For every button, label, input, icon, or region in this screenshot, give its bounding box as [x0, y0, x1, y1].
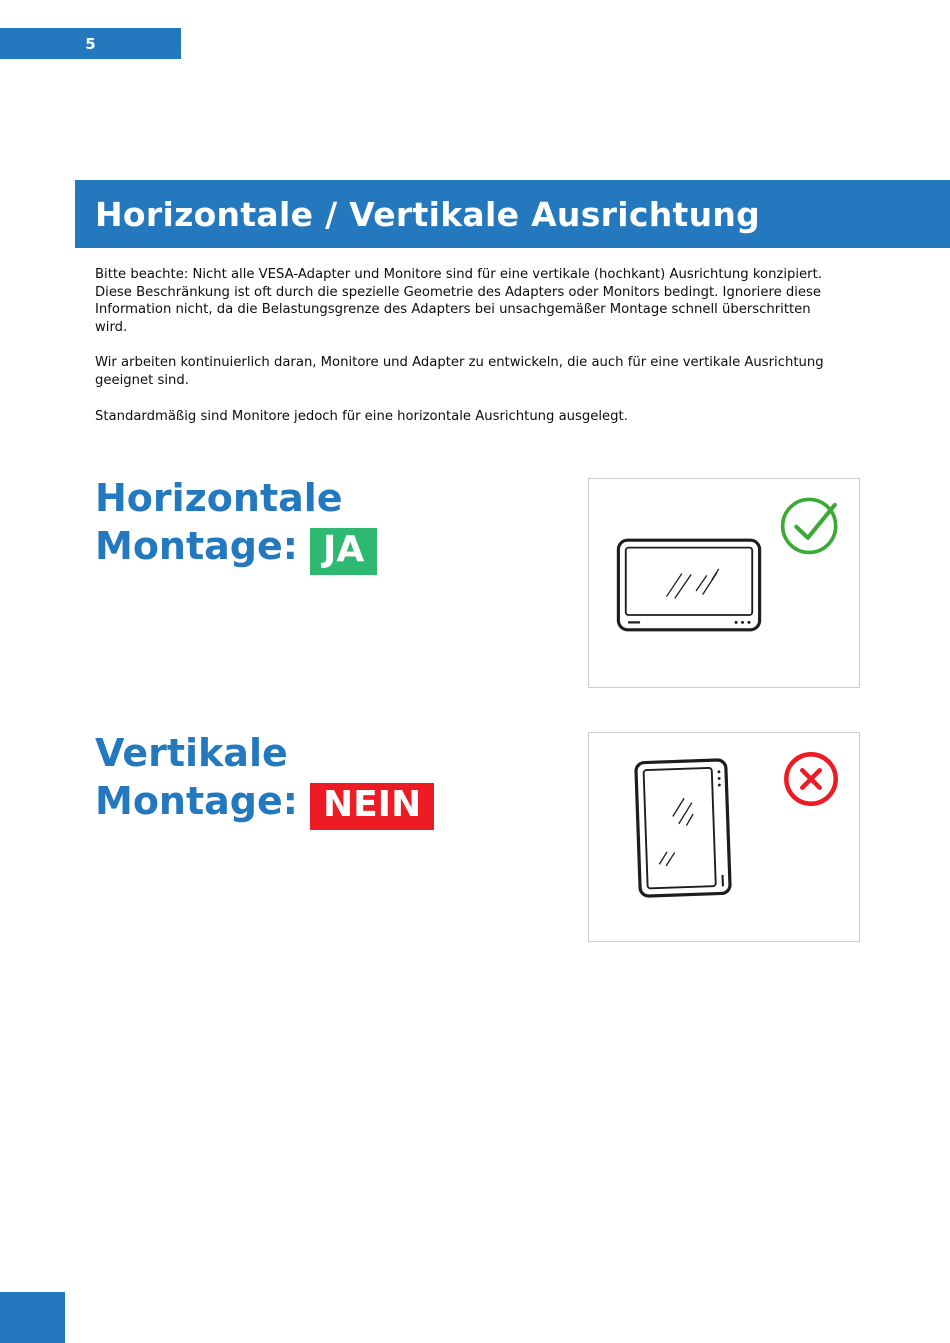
horizontal-mount-heading [95, 474, 377, 575]
vertical-heading-line2: Montage: [95, 779, 298, 823]
horizontal-heading-line2: Montage: [95, 524, 298, 568]
footer-accent-block [0, 1292, 65, 1343]
vertical-heading-line1: Vertikale [95, 731, 288, 775]
section-header-bar [75, 180, 950, 248]
monitor-landscape-icon [615, 537, 763, 633]
cross-icon [779, 747, 843, 811]
no-badge: NEIN [310, 783, 434, 830]
monitor-portrait-icon [633, 757, 733, 899]
yes-badge: JA [310, 528, 377, 575]
intro-paragraph-1: Bitte beachte: Nicht alle VESA-Adapter und Monitore sind für eine vertikale (hochkant) Ausrichtung konzipiert. Diese Beschränkung ist oft durch die spezielle Geometrie des Adapters oder Monitors bedingt. Ignoriere diese Information nicht, da die Belastungsgrenze des Adapters bei unsachgemäßer Montage schnell überschritten wird. [95, 267, 822, 335]
intro-paragraph-2: Wir arbeiten kontinuierlich daran, Monitore und Adapter zu entwickeln, die auch für eine vertikale Ausrichtung geeignet sind. [95, 355, 824, 388]
page-number: 5 [85, 34, 96, 53]
intro-text [95, 266, 840, 443]
horizontal-figure-box [588, 478, 860, 688]
intro-paragraph-3: Standardmäßig sind Monitore jedoch für eine horizontale Ausrichtung ausgelegt. [95, 408, 628, 424]
page-number-tab [0, 28, 181, 59]
vertical-mount-heading [95, 729, 434, 830]
check-icon [779, 493, 843, 557]
page-title: Horizontale / Vertikale Ausrichtung [95, 194, 761, 234]
vertical-figure-box [588, 732, 860, 942]
horizontal-heading-line1: Horizontale [95, 476, 343, 520]
